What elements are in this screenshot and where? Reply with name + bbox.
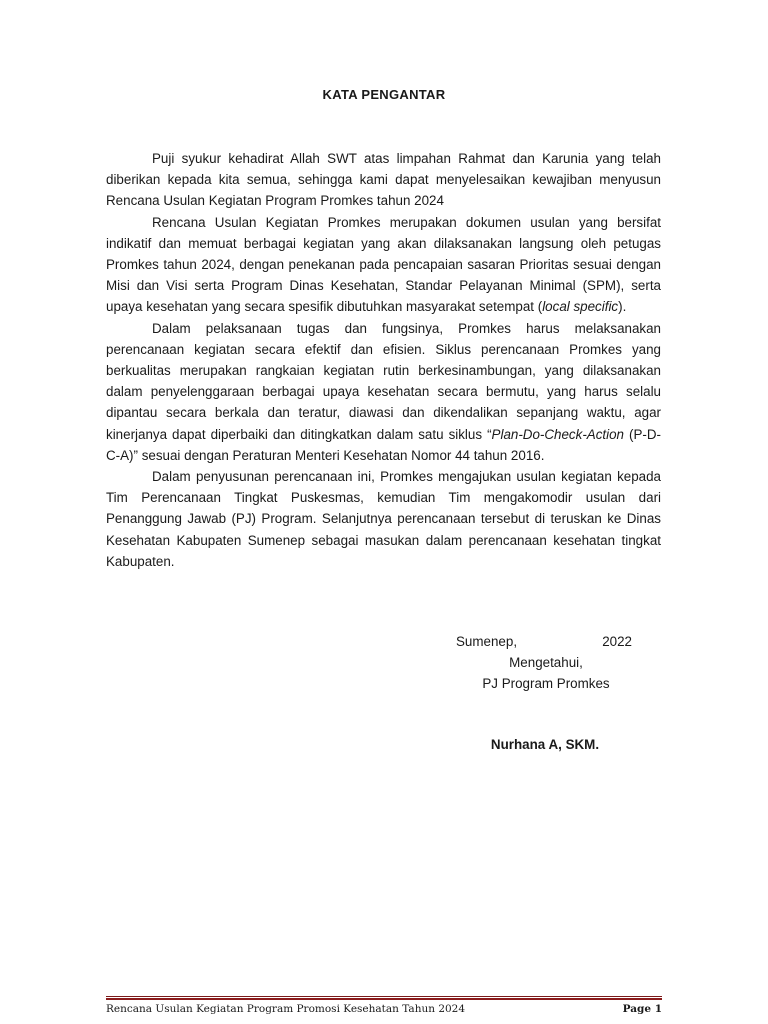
footer-document-title: Rencana Usulan Kegiatan Program Promosi Kesehatan Tahun 2024 [106, 1003, 466, 1015]
paragraph-text: ). [618, 299, 627, 315]
italic-text: local specific [542, 299, 619, 315]
paragraph-text: Rencana Usulan Kegiatan Promkes merupakan dokumen usulan yang bersifat indikatif dan memuat berbagai kegiatan yang akan dilaksanakan langsung oleh petugas Promkes tahun 2024, dengan penekanan pada pencapaian sasaran Prioritas sesuai dengan Misi dan Visi serta Program Dinas Kesehatan, Standar Pelayanan Minimal (SPM), serta upaya kesehatan yang secara spesifik dibutuhkan masyarakat setempat ( [106, 214, 661, 315]
footer-divider-thin [106, 996, 662, 997]
paragraph-text: (P-D-C-A)” sesuai dengan Peraturan Menteri Kesehatan Nomor 44 tahun 2016. [106, 426, 661, 463]
paragraph-text: Puji syukur kehadirat Allah SWT atas limpahan Rahmat dan Karunia yang telah diberikan kepada kita semua, sehingga kami dapat menyelesaikan kewajiban menyusun Rencana Usulan Kegiatan Program Promkes tahun 2024 [106, 151, 661, 209]
paragraph [106, 318, 661, 466]
signature-year: 2022 [602, 634, 632, 649]
paragraph [106, 466, 661, 572]
footer-divider [106, 998, 662, 1000]
signature-block [440, 631, 640, 695]
paragraph-text: Dalam pelaksanaan tugas dan fungsinya, Promkes harus melaksanakan perencanaan kegiatan secara efektif dan efisien. Siklus perencanaan Promkes yang berkualitas merupakan rangkaian kegiatan rutin berkesinambungan, yang dilaksanakan dalam penyelenggaraan berbagai upaya kesehatan secara bermutu, yang harus selalu dipantau secara berkala dan teratur, diawasi dan dikendalikan sepanjang waktu, agar kinerjanya dapat diperbaiki dan ditingkatkan dalam satu siklus “ [106, 320, 661, 442]
page-title: KATA PENGANTAR [322, 87, 446, 102]
paragraph [106, 212, 661, 318]
body-text [106, 148, 661, 572]
signature-place: Sumenep, [456, 634, 518, 649]
signature-acknowledged: Mengetahui, [509, 655, 583, 671]
page-footer [106, 1003, 662, 1015]
signature-role: PJ Program Promkes [482, 676, 610, 692]
signature-place-date [440, 631, 640, 652]
page-number: Page 1 [622, 1003, 662, 1015]
signature-name: Nurhana A, SKM. [490, 737, 600, 752]
italic-text: Plan-Do-Check-Action [491, 426, 624, 442]
paragraph-text: Dalam penyusunan perencanaan ini, Promkes mengajukan usulan kegiatan kepada Tim Perencanaan Tingkat Puskesmas, kemudian Tim mengakomodir usulan dari Penanggung Jawab (PJ) Program. Selanjutnya perencanaan tersebut di teruskan ke Dinas Kesehatan Kabupaten Sumenep sebagai masukan dalam perencanaan kesehatan tingkat Kabupaten. [106, 469, 661, 569]
paragraph [106, 148, 661, 212]
